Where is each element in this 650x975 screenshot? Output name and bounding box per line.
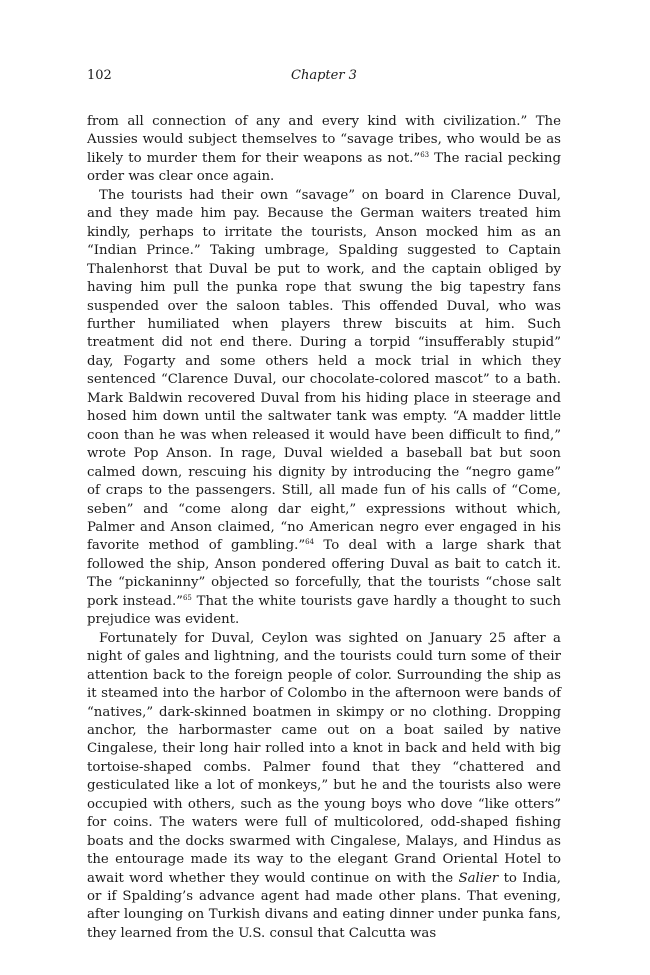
- page-number: 102: [87, 68, 112, 83]
- chapter-title: Chapter 3: [291, 68, 357, 83]
- body-text: [87, 113, 561, 943]
- footnote-ref-64: 64: [305, 538, 315, 547]
- paragraph-2: [87, 187, 561, 630]
- paragraph-2-text-c: That the white tourists gave hardly a thought to such prejudice was evident.: [87, 593, 561, 628]
- paragraph-1: [87, 113, 561, 187]
- paragraph-2-text-a: The tourists had their own “savage” on board in Clarence Duval, and they made him pay. Because the German waiters treated him kindly, perhaps to irritate the tourists, Anson mocked him as an “Indian Prince.” Taking umbrage, Spalding suggested to Captain Thalenhorst that Duval be put to work, and the captain obliged by having him pull the punka rope that swung the big tapestry fans suspended over the saloon tables. This offended Duval, who was further humiliated when players threw biscuits at him. Such treatment did not end there. During a torpid “insufferably stupid” day, Fogarty and some others held a mock trial in which they sentenced “Clarence Duval, our chocolate-colored mascot” to a bath. Mark Baldwin recovered Duval from his hiding place in steerage and hosed him down until the saltwater tank was empty. “A madder little coon than he was when released it would have been difficult to find,” wrote Pop Anson. In rage, Duval wielded a baseball bat but soon calmed down, rescuing his dignity by introducing the “negro game” of craps to the passengers. Still, all made fun of his calls of “Come, seben” and “come along dar eight,” expressions without which, Palmer and Anson claimed, “no American negro ever engaged in his favorite method of gambling.”: [87, 187, 561, 554]
- ship-name: Salier: [458, 870, 499, 886]
- paragraph-3: [87, 630, 561, 944]
- book-page: [87, 68, 561, 943]
- paragraph-1-tail: The racial pecking order was clear once again.: [87, 150, 561, 185]
- paragraph-1-text: from all connection of any and every kind with civilization.” The Aussies would subject themselves to “savage tribes, who would be as likely to murder them for their weapons as not.”: [87, 114, 561, 166]
- paragraph-3-text-b: to India, or if Spalding’s advance agent had made other plans. That evening, after lounging on Turkish divans and eating dinner under punka fans, they learned from the U.S. consul that Calcutta was: [87, 870, 562, 941]
- footnote-ref-65: 65: [182, 593, 192, 602]
- footnote-ref-63: 63: [420, 150, 430, 159]
- paragraph-2-text-b: To deal with a large shark that followed the ship, Anson pondered offering Duval as bait to catch it. The “pickaninny” objected so forcefully, that the tourists “chose salt pork instead.”: [87, 538, 561, 609]
- paragraph-3-text-a: Fortunately for Duval, Ceylon was sighted on January 25 after a night of gales and lightning, and the tourists could turn some of their attention back to the foreign people of color. Surrounding the ship as it steamed into the harbor of Colombo in the afternoon were bands of “natives,” dark-skinned boatmen in skimpy or no clothing. Dropping anchor, the harbormaster came out on a boat sailed by native Cingalese, their long hair rolled into a knot in back and held with big tortoise-shaped combs. Palmer found that they “chattered and gesticulated like a lot of monkeys,” but he and the tourists also were occupied with others, such as the young boys who dove “like otters” for coins. The waters were full of multicolored, odd-shaped fishing boats and the docks swarmed with Cingalese, Malays, and Hindus as the entourage made its way to the elegant Grand Oriental Hotel to await word whether they would continue on with the: [87, 630, 561, 886]
- running-head: [87, 68, 561, 92]
